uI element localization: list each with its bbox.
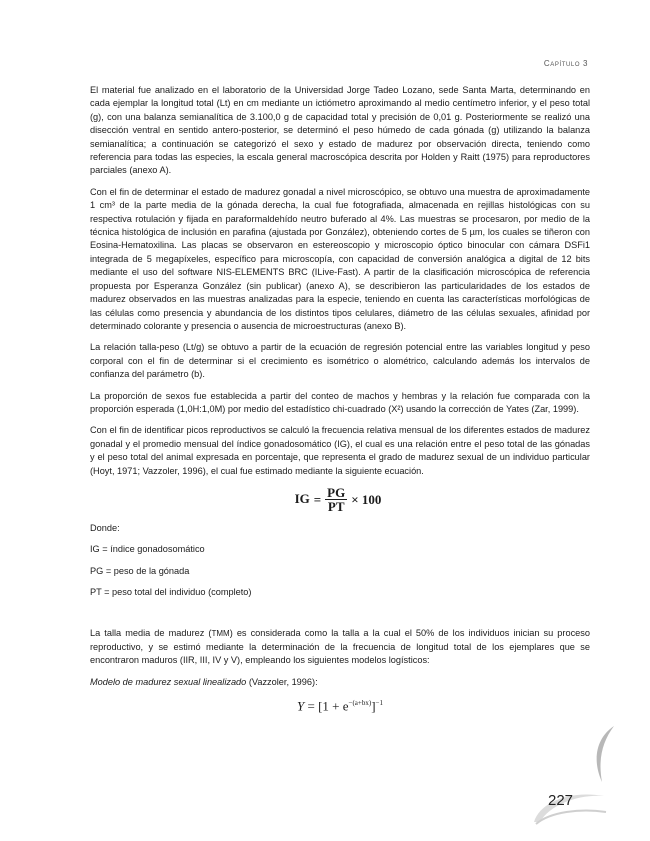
page-number-badge: [530, 782, 608, 826]
formula-y-lhs: Y: [297, 698, 305, 714]
logistic-formula: [90, 697, 590, 713]
model-heading: [90, 676, 590, 689]
formula-multiplier: × 100: [351, 492, 382, 508]
formula-y-power: −1: [375, 699, 383, 708]
formula-y-exponent: −(a+bx): [348, 699, 372, 708]
formula-y-close: ]: [371, 698, 376, 714]
gonadosomatic-formula: [90, 486, 590, 514]
formula-numerator: PG: [327, 484, 346, 500]
formula-denominator: PT: [327, 499, 345, 515]
tmm-abbreviation: TMM: [211, 629, 230, 639]
formula-y-rhs: = [1 + e: [307, 698, 349, 714]
model-title: Modelo de madurez sexual linealizado: [90, 676, 247, 687]
definition-ig: IG = índice gonadosomático: [90, 544, 205, 555]
chapter-header: Capítulo 3: [543, 59, 588, 68]
paragraph-methods: El material fue analizado en el laboratorio de la Universidad Jorge Tadeo Lozano, sede Santa Marta, determinando en cada ejemplar la longitud total (Lt) en cm mediante un ictiómetro aproximando al medio centímetro inferior, y el peso total (g), con una balanza semianalítica de 3.100,0 g de capacidad total y precisión de 0,01 g. Posteriormente se realizó una disección ventral en sentido antero-posterior, se determinó el peso húmedo de cada gónada (g) utilizando la balanza semianalítica; a continuación se categorizó el sexo y estado de madurez por observación directa, teniendo como referencia para todas las especies, la escala general macroscópica descrita por Holden y Raitt (1975) para reproductores parciales (anexo A).: [90, 85, 590, 176]
page-content: [90, 84, 590, 713]
paragraph-gonadosomatic: Con el fin de identificar picos reproductivos se calculó la frecuencia relativa mensual de los diferentes estados de madurez gonadal y el promedio mensual del índice gonadosomático (IG), el cual es una relación entre el peso total de las gónadas y el peso total del animal expresada en porcentaje, que representa el grado de madurez sexual de un individuo particular (Hoyt, 1971; Vazzoler, 1996), el cual fue estimado mediante la siguiente ecuación.: [90, 425, 590, 476]
formula-equals: =: [313, 492, 322, 508]
definitions-label: Donde:: [90, 522, 120, 533]
formula-fraction: [325, 486, 347, 514]
definitions-list: [90, 522, 590, 600]
paragraph-histology: Con el fin de determinar el estado de madurez gonadal a nivel microscópico, se obtuvo una muestra de aproximadamente 1 cm³ de la parte media de la gónada derecha, la cual fue fotografiada, almacenada en rejillas histológicas con su respectiva rotulación y fijada en paraformaldehído neutro buferado al 4%. Las muestras se procesaron, por medio de la técnica histológica de inclusión en parafina (ajustada por González), obteniendo cortes de 5 µm, los cuales se tiñeron con Eosina-Hematoxilina. Las placas se observaron en estereoscopio y microscopio óptico binocular con cámara DSFi1 integrada de 5 megapíxeles, específico para microscopía, con capacidad de conversión analógica a digital de 12 bits mediante el uso del software NIS-ELEMENTS BRC (ILive-Fast). A partir de la clasificación microscópica de referencia propuesta por Esperanza González (sin publicar) (anexo A), se describieron las particularidades de los estados de madurez observados en las muestras analizadas para la especie, teniendo en cuenta las características morfológicas de las células como presencia y abundancia de los distintos tipos celulares, diámetro de las células sexuales, afinidad por determinado colorante y presencia o ausencia de microestructuras (anexo B).: [90, 186, 590, 331]
leaf-ornament-icon: [588, 724, 618, 784]
paragraph-sex-ratio: La proporción de sexos fue establecida a partir del conteo de machos y hembras y la relación fue comparada con la proporción esperada (1,0H:1,0M) por medio del estadístico chi-cuadrado (X²) usando la corrección de Yates (Zar, 1999).: [90, 390, 590, 414]
definition-pg: PG = peso de la gónada: [90, 565, 190, 576]
paragraph-maturity-size: La talla media de madurez (TMM) es considerada como la talla a la cual el 50% de los individuos inician su proceso reproductivo, y se estimó mediante la determinación de la frecuencia de longitud total de los ejemplares que se encontraron maduros (IIR, III, IV y V), empleando los siguientes modelos logísticos:: [90, 628, 590, 666]
page-number: 227: [548, 792, 574, 809]
definition-pt: PT = peso total del individuo (completo): [90, 587, 252, 597]
model-citation: (Vazzoler, 1996):: [246, 676, 318, 687]
paragraph-length-weight: La relación talla-peso (Lt/g) se obtuvo a partir de la ecuación de regresión potencial entre las variables longitud y peso corporal con el fin de determinar si el crecimiento es isométrico o alométrico, calculando además los intervalos de confianza del parámetro (b).: [90, 342, 590, 380]
formula-lhs: IG: [294, 490, 310, 506]
